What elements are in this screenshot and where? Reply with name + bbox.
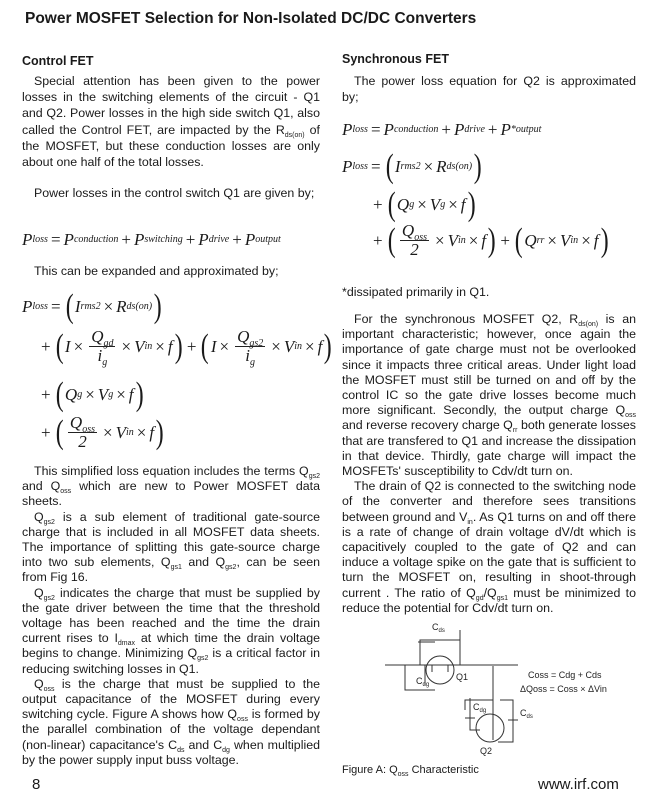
text-run: Q xyxy=(524,230,537,250)
text-run: V xyxy=(447,230,458,250)
paragraph xyxy=(22,510,320,586)
text-run: and Q xyxy=(181,555,226,570)
paren-group: ( Q rr × V in × f ) xyxy=(514,221,609,259)
operator: × xyxy=(547,230,558,250)
subscript: rr xyxy=(512,427,518,435)
left-paren: ( xyxy=(55,376,64,413)
operator: + xyxy=(232,230,242,249)
operator: = xyxy=(50,297,61,316)
text-run: , can be seen from Fig 16. xyxy=(22,555,320,585)
text-run: indicates the charge that must be supplied by the gate driver between the time that the threshold voltage has been reached and the time the drain current rises to I xyxy=(22,585,320,646)
operator: = xyxy=(370,157,381,176)
operator: × xyxy=(581,230,591,250)
right-paren: ) xyxy=(153,288,162,325)
denominator xyxy=(97,346,108,368)
delta-qoss-equation: ΔQoss = Coss × ΔVin xyxy=(520,684,607,694)
text-run: which are new to Power MOSFET data sheets. xyxy=(22,479,320,509)
left-paren: ( xyxy=(514,221,523,259)
operator: × xyxy=(103,422,113,442)
numerator xyxy=(235,328,265,347)
subscript: ds(on) xyxy=(284,131,305,139)
text-run: P xyxy=(244,230,256,249)
text-run: For the synchronous MOSFET Q2, R xyxy=(354,312,579,326)
operator: + xyxy=(186,336,197,356)
denominator xyxy=(245,346,256,368)
equation-line xyxy=(370,188,477,222)
text-run: Q xyxy=(396,195,410,214)
text-run: R xyxy=(436,157,447,176)
numerator xyxy=(400,222,429,241)
text-run: The power loss equation for Q2 is approximated by; xyxy=(342,74,636,105)
paren-group: ( I rms 2 × R ds(on) ) xyxy=(385,148,482,185)
text-run: This simplified loss equation includes the terms Q xyxy=(34,464,309,478)
text-run: *dissipated primarily in Q1. xyxy=(342,285,490,299)
text-run: P xyxy=(383,120,394,139)
right-paren: ) xyxy=(467,186,476,223)
text-run: P xyxy=(22,297,33,316)
paren-group: ( I × $\frac{Q_{gd}}{i_g}$ × V in × f ) xyxy=(55,327,183,368)
text-run: P xyxy=(342,120,353,139)
text-run: both generate losses that are transfered to Q1 and increase the dissipation in that device. Thirdly, gate charge will impact the MOSFETs' susceptibility to Cdv/dt turn on. xyxy=(342,418,636,479)
text-run: P xyxy=(133,230,145,249)
text-run: This can be expanded and approximated by; xyxy=(34,264,279,278)
equation-line xyxy=(370,222,610,259)
right-text-flow xyxy=(342,312,636,616)
operator: + xyxy=(441,120,451,139)
right-paren: ) xyxy=(600,221,609,259)
text-run: is the charge that must be supplied to the output capacitance of the MOSFET during every switching cycle. Figure A shows how Q xyxy=(22,676,320,722)
operator: + xyxy=(41,336,51,356)
subscript: gs2 xyxy=(308,473,320,480)
text-run: must be minimized to reduce the potential for Cdv/dt turn on. xyxy=(342,585,636,615)
fraction xyxy=(400,222,429,259)
paragraph xyxy=(22,185,320,201)
operator: + xyxy=(41,422,51,442)
text-run: is a sub element of traditional gate-source charge that is included in all MOSFET data sheets. The importance of splitting this gate-source charge into two sub elements, Q xyxy=(22,509,320,570)
text-run: V xyxy=(429,195,441,214)
paragraph xyxy=(22,464,320,510)
paren-group: ( Q g × V g × f ) xyxy=(387,186,476,223)
subscript: dmax xyxy=(117,640,136,648)
cds-label-q1: $C_{ds}$ xyxy=(432,622,445,634)
figure-caption xyxy=(342,764,479,778)
left-paren: ( xyxy=(387,221,396,259)
subscript: g xyxy=(102,357,108,368)
text-run: Q xyxy=(34,585,44,600)
subscript: oss xyxy=(237,716,248,724)
text-run: 2 xyxy=(78,432,87,451)
text-run: Q xyxy=(91,327,104,346)
paragraph xyxy=(342,73,636,105)
text-run: is a critical factor in reducing switching losses in Q1. xyxy=(22,646,320,676)
equation-line xyxy=(38,327,334,368)
paren-group: ( Q g × V g × f ) xyxy=(55,376,144,413)
subscript: g xyxy=(250,357,256,368)
operator: = xyxy=(50,230,61,249)
operator: + xyxy=(373,230,383,250)
page-number: 8 xyxy=(32,776,41,793)
operator: + xyxy=(41,385,51,404)
q1-label: Q1 xyxy=(456,672,469,682)
text-run: f xyxy=(317,336,323,356)
subscript: gd xyxy=(103,338,114,349)
cdg-label-q1: $C_{dg}$ xyxy=(416,676,430,688)
q2-label: Q2 xyxy=(480,746,493,756)
text-run: V xyxy=(283,336,295,356)
right-paren: ) xyxy=(174,327,183,365)
operator: × xyxy=(417,195,427,214)
operator: + xyxy=(121,230,131,249)
paren-group: ( $\frac{Q_{oss}}{2}$ × V in × f ) xyxy=(55,413,164,451)
operator: × xyxy=(73,336,84,356)
text-run: Q xyxy=(34,509,44,524)
text-run: f xyxy=(481,230,487,250)
cds-label-q2: $C_{ds}$ xyxy=(520,708,533,720)
text-run: P xyxy=(63,230,74,249)
text-run: and Q xyxy=(22,479,61,494)
text-run: f xyxy=(149,422,155,442)
equation-line xyxy=(38,378,145,412)
operator: × xyxy=(435,230,445,250)
paren-group: ( I rms 2 × R ds(on) ) xyxy=(65,288,162,325)
equation-loss-sum: P loss = P conduction + P switching + P drive + P output xyxy=(22,230,281,249)
text-run: Q xyxy=(64,385,78,404)
subscript: oss xyxy=(397,771,409,778)
fraction xyxy=(235,327,265,368)
text-run: P xyxy=(500,120,511,139)
text-run: R xyxy=(116,297,127,316)
figure-a-schematic xyxy=(380,620,630,760)
subscript: oss xyxy=(625,412,636,420)
coss-equation: Coss = Cdg + Cds xyxy=(528,670,602,680)
text-run: f xyxy=(167,336,173,356)
paragraph xyxy=(342,479,636,616)
text-run: and reverse recovery charge Q xyxy=(342,418,513,433)
operator: × xyxy=(219,336,230,356)
text-run: Power losses in the control switch Q1 are given by; xyxy=(34,186,315,200)
equation-line: P loss = ( I rms 2 × R ds(on) ) xyxy=(342,148,482,185)
text-run: Q xyxy=(69,413,83,432)
subscript: gs2 xyxy=(197,655,209,663)
operator: + xyxy=(500,230,511,250)
text-run: Q xyxy=(34,676,44,691)
text-run: i xyxy=(245,346,251,365)
text-run: at which time the drain voltage begins to change. Minimizing Q xyxy=(22,631,320,661)
text-run: of the MOSFET, but these conduction losses are only about one half of the total losses. xyxy=(22,122,320,170)
text-run: V xyxy=(134,336,145,356)
text-run: Q xyxy=(401,221,415,240)
subscript: gs1 xyxy=(496,594,508,602)
text-run: P xyxy=(22,230,33,249)
fraction xyxy=(68,414,97,451)
text-run: is formed by the parallel combination of the voltage dependant (non-linear) capacitance's C xyxy=(22,707,320,752)
footnote xyxy=(342,284,636,300)
left-paren: ( xyxy=(385,148,394,185)
paragraph xyxy=(22,263,320,279)
paragraph xyxy=(22,586,320,677)
operator: × xyxy=(103,297,114,316)
subscript: ds(on) xyxy=(578,321,599,328)
page-title: Power MOSFET Selection for Non-Isolated DC/DC Converters xyxy=(25,10,477,27)
text-run: . As Q1 turns on and off there is a rate of change of drain voltage dV/dt which is capacitively coupled to the gate of Q2 and can induce a voltage spike on the gate that is sufficient to turn the MOSFET on, resulting in shoot-through current . The ratio of Q xyxy=(342,509,636,600)
operator: × xyxy=(155,336,165,356)
operator: = xyxy=(370,120,381,139)
operator: + xyxy=(185,230,196,249)
left-paren: ( xyxy=(387,186,396,223)
text-run: I xyxy=(394,157,401,176)
numerator xyxy=(89,328,115,347)
denominator xyxy=(410,241,419,259)
text-run: P xyxy=(453,120,465,139)
operator: × xyxy=(85,385,95,404)
fraction xyxy=(89,327,115,368)
operator: × xyxy=(305,336,315,356)
text-run: Characteristic xyxy=(408,764,479,776)
text-run: i xyxy=(97,346,103,365)
section-heading-synchronous-fet: Synchronous FET xyxy=(342,52,449,66)
text-run: f xyxy=(593,230,599,250)
text-run: f xyxy=(128,385,134,404)
operator: × xyxy=(121,336,132,356)
subscript: dg xyxy=(222,746,230,754)
left-text-flow xyxy=(22,464,320,768)
subscript: oss xyxy=(414,232,427,243)
operator: + xyxy=(487,120,498,139)
equation-line xyxy=(38,414,165,451)
subscript: in xyxy=(467,518,473,526)
right-paren: ) xyxy=(155,413,164,451)
subscript: gs2 xyxy=(43,594,55,602)
text-run: Special attention has been given to the power losses in the switching elements of the circuit - Q1 and Q2. Power losses in the high side switch Q1, also called the Control FET, are impacted by the R xyxy=(22,74,320,137)
equation-loss-sum: P loss = P conduction + P drive + P * output xyxy=(342,120,542,139)
equation-line: P loss = ( I rms 2 × R ds(on) ) xyxy=(22,288,162,325)
section-heading-control-fet: Control FET xyxy=(22,54,94,68)
paren-group: ( I × $\frac{Q_{gs2}}{i_g}$ × V in × f ) xyxy=(201,327,332,368)
text-run: I xyxy=(74,297,81,316)
text-run: V xyxy=(97,385,109,404)
subscript: gs2 xyxy=(225,564,237,572)
left-paren: ( xyxy=(65,288,74,325)
subscript: ds xyxy=(177,746,185,754)
subscript: gs2 xyxy=(249,338,264,349)
cdg-label-q2: $C_{dg}$ xyxy=(473,702,487,714)
text-run: 2 xyxy=(410,240,419,259)
operator: × xyxy=(271,336,281,356)
right-paren: ) xyxy=(473,148,482,185)
right-paren: ) xyxy=(324,327,332,365)
left-paren: ( xyxy=(55,413,64,451)
text-run: V xyxy=(560,230,571,250)
subscript: oss xyxy=(43,685,55,693)
paren-group: ( $\frac{Q_{oss}}{2}$ × V in × f ) xyxy=(387,221,496,259)
text-run: P xyxy=(198,230,209,249)
text-run: V xyxy=(115,422,126,442)
right-paren: ) xyxy=(487,221,496,259)
left-paren: ( xyxy=(55,327,64,365)
text-run: f xyxy=(460,195,466,214)
subscript: gd xyxy=(475,594,484,602)
text-run: Q xyxy=(237,327,250,346)
text-run: and C xyxy=(184,737,223,752)
text-run: I xyxy=(210,336,217,356)
text-run: Figure A: Q xyxy=(342,764,398,776)
paragraph xyxy=(22,677,320,768)
right-paren: ) xyxy=(135,376,144,413)
subscript: oss xyxy=(60,488,72,496)
left-paren: ( xyxy=(201,327,210,365)
subscript: oss xyxy=(82,424,95,435)
operator: + xyxy=(373,195,383,214)
subscript: gs1 xyxy=(170,564,182,572)
footer-url: www.irf.com xyxy=(538,776,619,793)
text-run: when multiplied by the power supply input buss voltage. xyxy=(22,737,320,767)
text-run: I xyxy=(64,336,71,356)
operator: × xyxy=(423,157,434,176)
text-run: P xyxy=(342,157,353,176)
text-run: is an important characteristic; however, once again the importance of gate charge must not be overlooked since it impacts three critical areas. Under light load the MOSFET must still be turned on and off by the control IC so the gate drive losses become much more significant. Secondly, the output charge Q xyxy=(342,312,636,418)
operator: × xyxy=(448,195,458,214)
denominator xyxy=(78,433,87,451)
operator: × xyxy=(468,230,479,250)
numerator xyxy=(68,414,97,433)
operator: × xyxy=(136,422,147,442)
text-run: The drain of Q2 is connected to the switching node of the converter and therefore sees transitions between ground and V xyxy=(342,479,636,524)
operator: × xyxy=(116,385,126,404)
subscript: gs2 xyxy=(43,518,55,526)
paragraph xyxy=(22,73,320,170)
paragraph xyxy=(342,312,636,479)
text-run: /Q xyxy=(483,585,497,600)
